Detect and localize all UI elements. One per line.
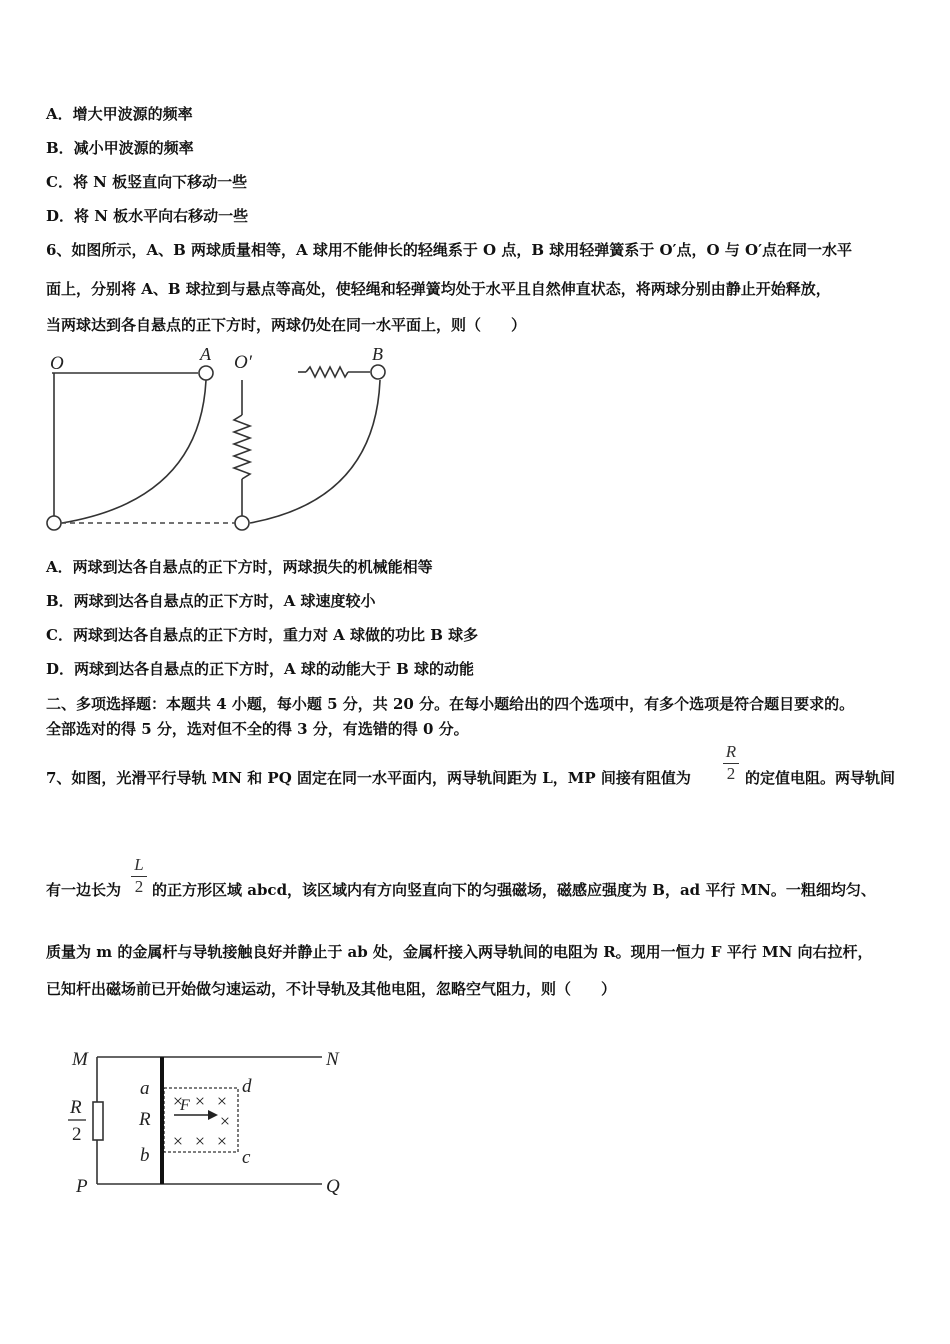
section2-heading-line1: 二、多项选择题：本题共 4 小题，每小题 5 分，共 20 分。在每小题给出的四个选项中，有多个选项是符合题目要求的。 xyxy=(46,695,855,713)
q7-fraction-l-over-2 xyxy=(131,855,147,897)
q7-field-mark: × xyxy=(216,1131,228,1151)
q7-frac2-den: 2 xyxy=(134,877,144,896)
q5-option-d: D．将 N 板水平向右移动一些 xyxy=(46,207,249,225)
q7-field-mark: × xyxy=(219,1111,231,1131)
q7-label-r-rod: R xyxy=(139,1109,151,1130)
q7-label-q: Q xyxy=(326,1176,340,1197)
q6-ball-a-start xyxy=(199,366,213,380)
q6-label-b: B xyxy=(372,344,383,364)
q7-field-mark: × xyxy=(172,1091,184,1111)
q5-option-b: B．减小甲波源的频率 xyxy=(46,139,194,157)
q7-label-a: a xyxy=(140,1078,150,1099)
q7-line4: 已知杆出磁场前已开始做匀速运动，不计导轨及其他电阻，忽略空气阻力，则（ ） xyxy=(46,980,617,998)
q6-spring-horizontal xyxy=(306,367,348,377)
q7-label-m: M xyxy=(72,1049,88,1070)
q7-field-mark: × xyxy=(194,1131,206,1151)
q7-frac1-num: R xyxy=(723,742,739,764)
q7-field-mark: × xyxy=(194,1091,206,1111)
q6-ball-a-bottom xyxy=(47,516,61,530)
q6-label-o: O xyxy=(50,353,64,374)
q6-ball-b-start xyxy=(371,365,385,379)
q5-option-a: A．增大甲波源的频率 xyxy=(46,105,193,123)
q6-stem-line1: 6、如图所示，A、B 两球质量相等，A 球用不能伸长的轻绳系于 O 点，B 球用轻弹簧系于 O′点，O 与 O′点在同一水平 xyxy=(46,241,853,259)
q7-frac2-num: L xyxy=(131,855,147,877)
q7-fraction-r-over-2 xyxy=(723,742,739,784)
q7-line1-after: 的定值电阻。两导轨间 xyxy=(745,769,896,787)
q6-label-a: A xyxy=(200,344,211,364)
q7-line1-before: 7、如图，光滑平行导轨 MN 和 PQ 固定在同一水平面内，两导轨间距为 L，MP 间接有阻值为 xyxy=(46,769,691,787)
q7-field-mark: × xyxy=(172,1131,184,1151)
q7-line2-before: 有一边长为 xyxy=(46,881,122,899)
q6-stem-line2: 面上，分别将 A、B 球拉到与悬点等高处，使轻绳和轻弹簧均处于水平且自然伸直状态，将两球分别由静止开始释放， xyxy=(46,280,831,298)
q6-ball-b-bottom xyxy=(235,516,249,530)
q7-force-arrowhead xyxy=(208,1110,218,1120)
q6-option-b: B．两球到达各自悬点的正下方时，A 球速度较小 xyxy=(46,592,376,610)
q6-option-c: C．两球到达各自悬点的正下方时，重力对 A 球做的功比 B 球多 xyxy=(46,626,479,644)
q7-resistor xyxy=(93,1102,103,1140)
q7-line3: 质量为 m 的金属杆与导轨接触良好并静止于 ab 处，金属杆接入两导轨间的电阻为 R。现用一恒力 F 平行 MN 向右拉杆， xyxy=(46,943,873,961)
q7-label-n: N xyxy=(326,1049,339,1070)
section2-heading-line2: 全部选对的得 5 分，选对但不全的得 3 分，有选错的得 0 分。 xyxy=(46,720,469,738)
q7-label-b: b xyxy=(140,1145,150,1166)
q6-spring-vertical xyxy=(234,415,250,479)
q7-label-half-r-den: 2 xyxy=(72,1124,82,1145)
q6-stem-line3: 当两球达到各自悬点的正下方时，两球仍处在同一水平面上，则（ ） xyxy=(46,316,527,334)
q5-option-c: C．将 N 板竖直向下移动一些 xyxy=(46,173,248,191)
q6-option-a: A．两球到达各自悬点的正下方时，两球损失的机械能相等 xyxy=(46,558,433,576)
q6-figure xyxy=(40,340,400,540)
q6-arc-a xyxy=(62,380,206,523)
q7-line2-after: 的正方形区域 abcd，该区域内有方向竖直向下的匀强磁场，磁感应强度为 B，ad 平行 MN。一粗细均匀、 xyxy=(152,881,876,899)
q6-label-o-prime: O′ xyxy=(234,352,252,373)
q7-label-half-r-num: R xyxy=(70,1097,82,1118)
q7-label-p: P xyxy=(76,1176,88,1197)
q7-label-d: d xyxy=(242,1076,252,1097)
q6-arc-b xyxy=(250,380,380,523)
q7-figure xyxy=(60,1030,360,1210)
q6-option-d: D．两球到达各自悬点的正下方时，A 球的动能大于 B 球的动能 xyxy=(46,660,474,678)
q7-label-f: F xyxy=(180,1097,190,1114)
q7-field-mark: × xyxy=(216,1091,228,1111)
q7-frac1-den: 2 xyxy=(726,764,736,783)
q7-label-c: c xyxy=(242,1147,251,1168)
